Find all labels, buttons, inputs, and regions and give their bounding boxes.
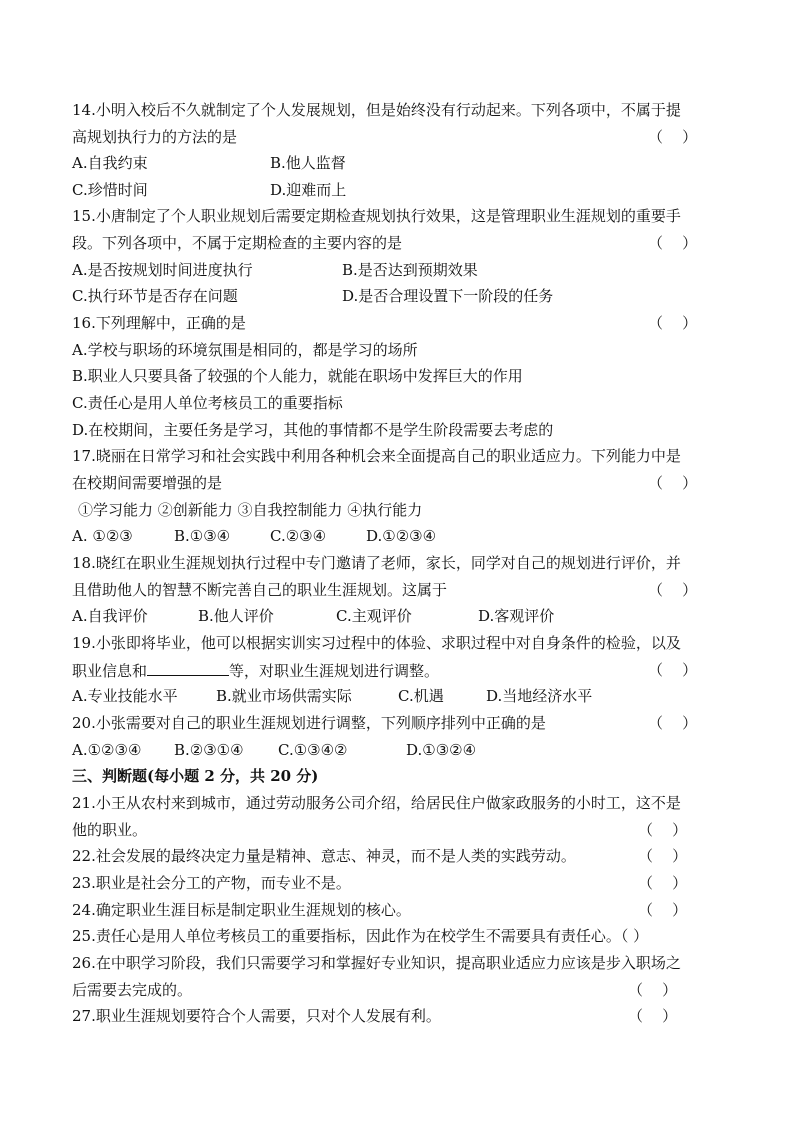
answer-paren: （ ） [648, 714, 698, 732]
question-19-line-1: 19.小张即将毕业，他可以根据实训实习过程中的体验、求职过程中对自身条件的检验，以及 [72, 634, 681, 652]
option-b: B.就业市场供需实际 [216, 687, 352, 705]
question-15-line-2 [72, 233, 722, 253]
question-19-text-b: 等，对职业生涯规划进行调整。 [229, 662, 440, 680]
option-a: A.自我评价 [72, 607, 148, 625]
answer-paren: （ ） [638, 847, 688, 865]
question-17-line-1: 17.晓丽在日常学习和社会实践中利用各种机会来全面提高自己的职业适应力。下列能力中是 [72, 447, 681, 465]
answer-paren: （ ） [648, 474, 698, 492]
judgment-26-text: 后需要去完成的。 [72, 981, 193, 999]
answer-paren: （ ） [638, 821, 688, 839]
question-18-line-1: 18.晓红在职业生涯规划执行过程中专门邀请了老师，家长，同学对自己的规划进行评价，并 [72, 554, 681, 572]
option-a: A.是否按规划时间进度执行 [72, 261, 253, 279]
option-a: A.学校与职场的环境氛围是相同的，都是学习的场所 [72, 341, 418, 359]
question-18-line-2 [72, 580, 722, 600]
answer-paren: （ ） [638, 901, 688, 919]
option-c: C.执行环节是否存在问题 [72, 287, 238, 305]
option-c: C.①③④② [278, 741, 348, 759]
option-c: C.主观评价 [336, 607, 412, 625]
judgment-22-line [72, 846, 722, 866]
option-a: A.①②③④ [72, 741, 142, 759]
option-d: D.是否合理设置下一阶段的任务 [342, 287, 554, 305]
question-19-text-a: 职业信息和 [72, 662, 148, 680]
option-b: B.②③①④ [174, 741, 244, 759]
judgment-25-line: 25.责任心是用人单位考核员工的重要指标，因此作为在校学生不需要具有责任心。（ ） [72, 927, 649, 945]
option-d: D.在校期间，主要任务是学习，其他的事情都不是学生阶段需要去考虑的 [72, 421, 554, 439]
judgment-24-line [72, 900, 722, 920]
judgment-27-text: 27.职业生涯规划要符合个人需要，只对个人发展有利。 [72, 1007, 441, 1025]
judgment-21-text: 他的职业。 [72, 821, 148, 839]
option-c: C.机遇 [398, 687, 444, 705]
answer-paren: （ ） [648, 581, 698, 599]
judgment-27-line [72, 1006, 722, 1026]
option-b: B.他人评价 [198, 607, 274, 625]
judgment-26-line-2 [72, 980, 722, 1000]
option-a: A.自我约束 [72, 154, 148, 172]
question-16-line-1 [72, 313, 722, 333]
question-15-text: 段。下列各项中，不属于定期检查的主要内容的是 [72, 234, 403, 252]
option-d: D.客观评价 [478, 607, 555, 625]
question-17-items: ①学习能力 ②创新能力 ③自我控制能力 ④执行能力 [78, 501, 423, 519]
option-c: C.责任心是用人单位考核员工的重要指标 [72, 394, 343, 412]
option-d: D.当地经济水平 [486, 687, 593, 705]
fill-in-blank [147, 660, 229, 676]
judgment-21-line-1: 21.小王从农村来到城市，通过劳动服务公司介绍，给居民住户做家政服务的小时工，这不是 [72, 794, 681, 812]
question-20-text: 20.小张需要对自己的职业生涯规划进行调整，下列顺序排列中正确的是 [72, 714, 546, 732]
answer-paren: （ ） [638, 874, 688, 892]
option-c: C.②③④ [270, 527, 327, 545]
question-14-line-2 [72, 127, 722, 147]
question-18-text: 且借助他人的智慧不断完善自己的职业生涯规划。这属于 [72, 581, 448, 599]
question-17-line-2 [72, 473, 722, 493]
question-16-text: 16.下列理解中，正确的是 [72, 314, 246, 332]
question-20-line-1 [72, 713, 722, 733]
answer-paren: （ ） [648, 661, 698, 679]
answer-paren: （ ） [648, 234, 698, 252]
question-14-text: 高规划执行力的方法的是 [72, 128, 238, 146]
judgment-23-text: 23.职业是社会分工的产物，而专业不是。 [72, 874, 351, 892]
question-15-line-1: 15.小唐制定了个人职业规划后需要定期检查规划执行效果，这是管理职业生涯规划的重要手 [72, 207, 681, 225]
question-14-line-1: 14.小明入校后不久就制定了个人发展规划，但是始终没有行动起来。下列各项中，不属于提 [72, 101, 681, 119]
question-17-text: 在校期间需要增强的是 [72, 474, 223, 492]
answer-paren: （ ） [628, 1007, 678, 1025]
question-19-line-2 [72, 660, 722, 681]
judgment-26-line-1: 26.在中职学习阶段，我们只需要学习和掌握好专业知识，提高职业适应力应该是步入职场之 [72, 954, 681, 972]
judgment-24-text: 24.确定职业生涯目标是制定职业生涯规划的核心。 [72, 901, 411, 919]
option-a: A. ①②③ [72, 527, 133, 545]
option-b: B.是否达到预期效果 [342, 261, 478, 279]
option-d: D.①②③④ [366, 527, 437, 545]
judgment-23-line [72, 873, 722, 893]
option-a: A.专业技能水平 [72, 687, 178, 705]
answer-paren: （ ） [628, 981, 678, 999]
answer-paren: （ ） [648, 314, 698, 332]
judgment-21-line-2 [72, 820, 722, 840]
option-c: C.珍惜时间 [72, 181, 148, 199]
answer-paren: （ ） [648, 128, 698, 146]
judgment-22-text: 22.社会发展的最终决定力量是精神、意志、神灵，而不是人类的实践劳动。 [72, 847, 576, 865]
section-title: 三、判断题(每小题 2 分，共 20 分) [72, 767, 319, 785]
option-b: B.①③④ [174, 527, 231, 545]
option-b: B.他人监督 [270, 154, 346, 172]
option-d: D.①③②④ [406, 741, 477, 759]
option-b: B.职业人只要具备了较强的个人能力，就能在职场中发挥巨大的作用 [72, 367, 523, 385]
option-d: D.迎难而上 [270, 181, 347, 199]
